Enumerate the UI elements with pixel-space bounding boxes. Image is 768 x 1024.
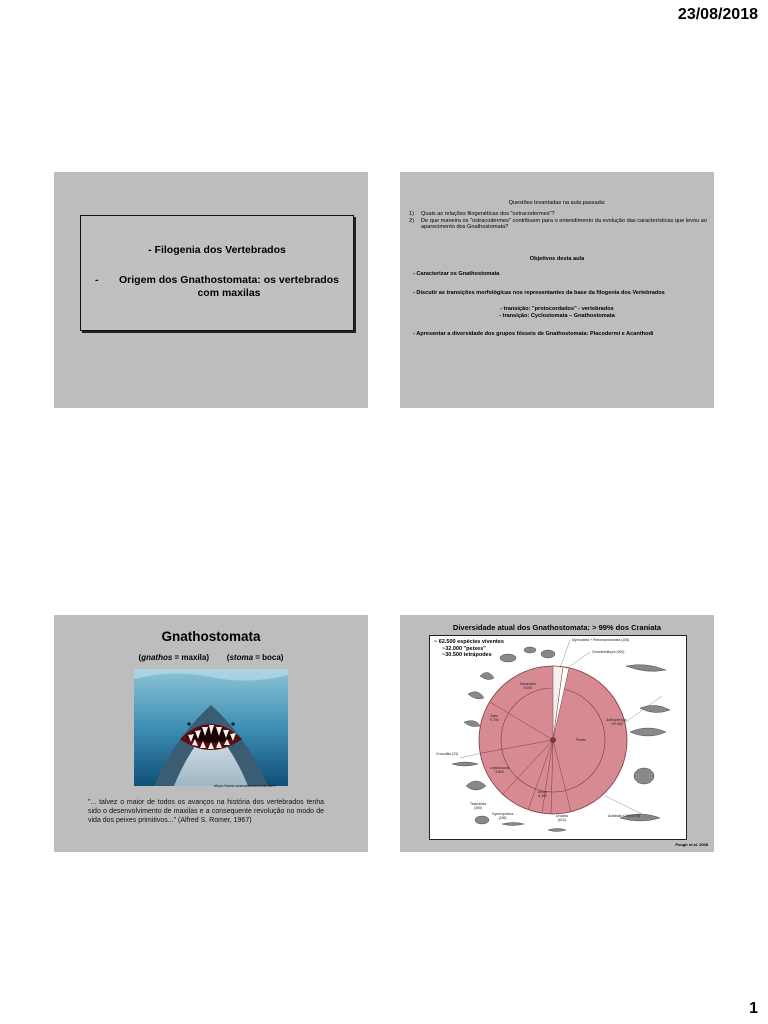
slide-objetivos [400,172,714,408]
stat-line: ~ 62.500 espécies viventes [434,639,504,645]
salamander-icon [548,829,566,832]
bullet-dash: - [95,274,99,286]
label-lepidosauria: Lepidosauria 8.800 [490,766,510,774]
transition-item: - transição: Cyclostomata – Gnathostomata [499,313,615,319]
stat-line: ~30.500 tetrápodes [442,652,492,658]
snake-icon [466,781,486,790]
slide-line-filogenia: - Filogenia dos Vertebrados [148,244,286,256]
term-stoma: stoma [229,653,254,662]
lizard-icon [464,721,480,727]
objectives-heading: Objetivos desta aula [529,256,585,262]
objective-item: - Caracterizar os Gnathostomata [413,271,500,277]
image-credit: https://www.acaraiasmecorva.com [214,783,275,788]
label-aves: Aves 9.700 [490,714,499,722]
def-gnathos: = maxila) [172,653,209,662]
fish-icon [634,768,654,784]
label-actinopterygii: Actinopterygii ~30.000 [606,718,627,726]
question-number: 1) [409,211,414,217]
diversity-figure [429,635,687,840]
question-text: Quais as relações filogenéticas dos "ostracodermes"? [421,211,555,217]
questions-heading: Questões levantadas na aula passada: [508,200,606,206]
mammal-icon [500,654,516,662]
title-box [80,215,354,331]
romer-quote: "... talvez o maior de todos os avanços na história dos vertebrados tenha sido o desenvolvimento de maxilas e a consequente revolução no modo de vida dos peixes primitivos..." (Alfred S. Romer, 1967) [88,799,324,824]
slide-diversidade [400,615,714,852]
etymology-subtitle: (gnathos = maxila) (stoma = boca) [138,653,284,662]
term-gnathos: gnathos [141,653,173,662]
question-item [409,218,707,231]
objective-item: - Discutir as transições morfológicas nos representantes da base da filogenia dos Vertebrados [413,290,665,296]
shark-icon [640,705,670,712]
question-number: 2) [409,217,414,224]
label-chondrichthyes: Chondrichthyes (900) [592,650,625,654]
objective-item: - Apresentar a diversidade dos grupos fósseis de Gnathostomata: Placodermi e Acanthodi [413,331,654,337]
slide-filogenia [54,172,368,408]
label-urodela: Urodela (610) [556,814,568,822]
crocodile-icon [452,762,478,766]
stat-line: ~32.000 "peixes" [442,645,486,652]
def-stoma: = boca) [253,653,284,662]
questions-list [409,211,707,231]
question-text: De que maneira os "ostracodermes" contribuem para o entendimento da evolução das características que levou ao aparecimento dos Gnathostomata? [421,217,707,231]
slide-line-origem: Origem dos Gnathostomata: os vertebrados com maxilas [119,274,339,299]
shark-image [134,669,288,786]
label-gymnophiona: Gymnophiona (185) [492,812,514,820]
fish-icon [630,728,666,736]
label-testudines: Testudines (300) [470,802,487,810]
label-pisces: Pisces [576,738,586,742]
diversity-pie [430,636,686,839]
turtle-icon [475,816,489,824]
bird-icon [480,672,494,679]
bird-icon [468,692,484,699]
figure-citation: Pough et al. 2008 [675,842,708,847]
slide-gnathostomata [54,615,368,852]
page-number: 1 [749,1000,758,1017]
date-header: 23/08/2018 [677,6,758,23]
label-actinistia-dipnoi: Actinistia + Dipnoi (8) [608,814,641,818]
label-mammalia: Mammalia 5.000 [520,682,536,690]
eel-icon [626,665,666,672]
slide-title: Gnathostomata [161,629,261,644]
caecilian-icon [502,823,524,826]
question-item [409,211,707,218]
label-crocodilia: Crocodilia (23) [436,752,459,756]
mammal-icon [524,647,536,653]
label-myxini: Myxinoidea + Petromyzontoidea (108) [572,638,630,642]
mammal-icon [541,650,555,658]
label-anura: Anura 6.300 [538,790,548,798]
slide-title: Diversidade atual dos Gnathostomata: > 99% dos Craniata [452,623,662,632]
transition-item: - transição: "protocordados" - vertebrados [500,306,614,312]
